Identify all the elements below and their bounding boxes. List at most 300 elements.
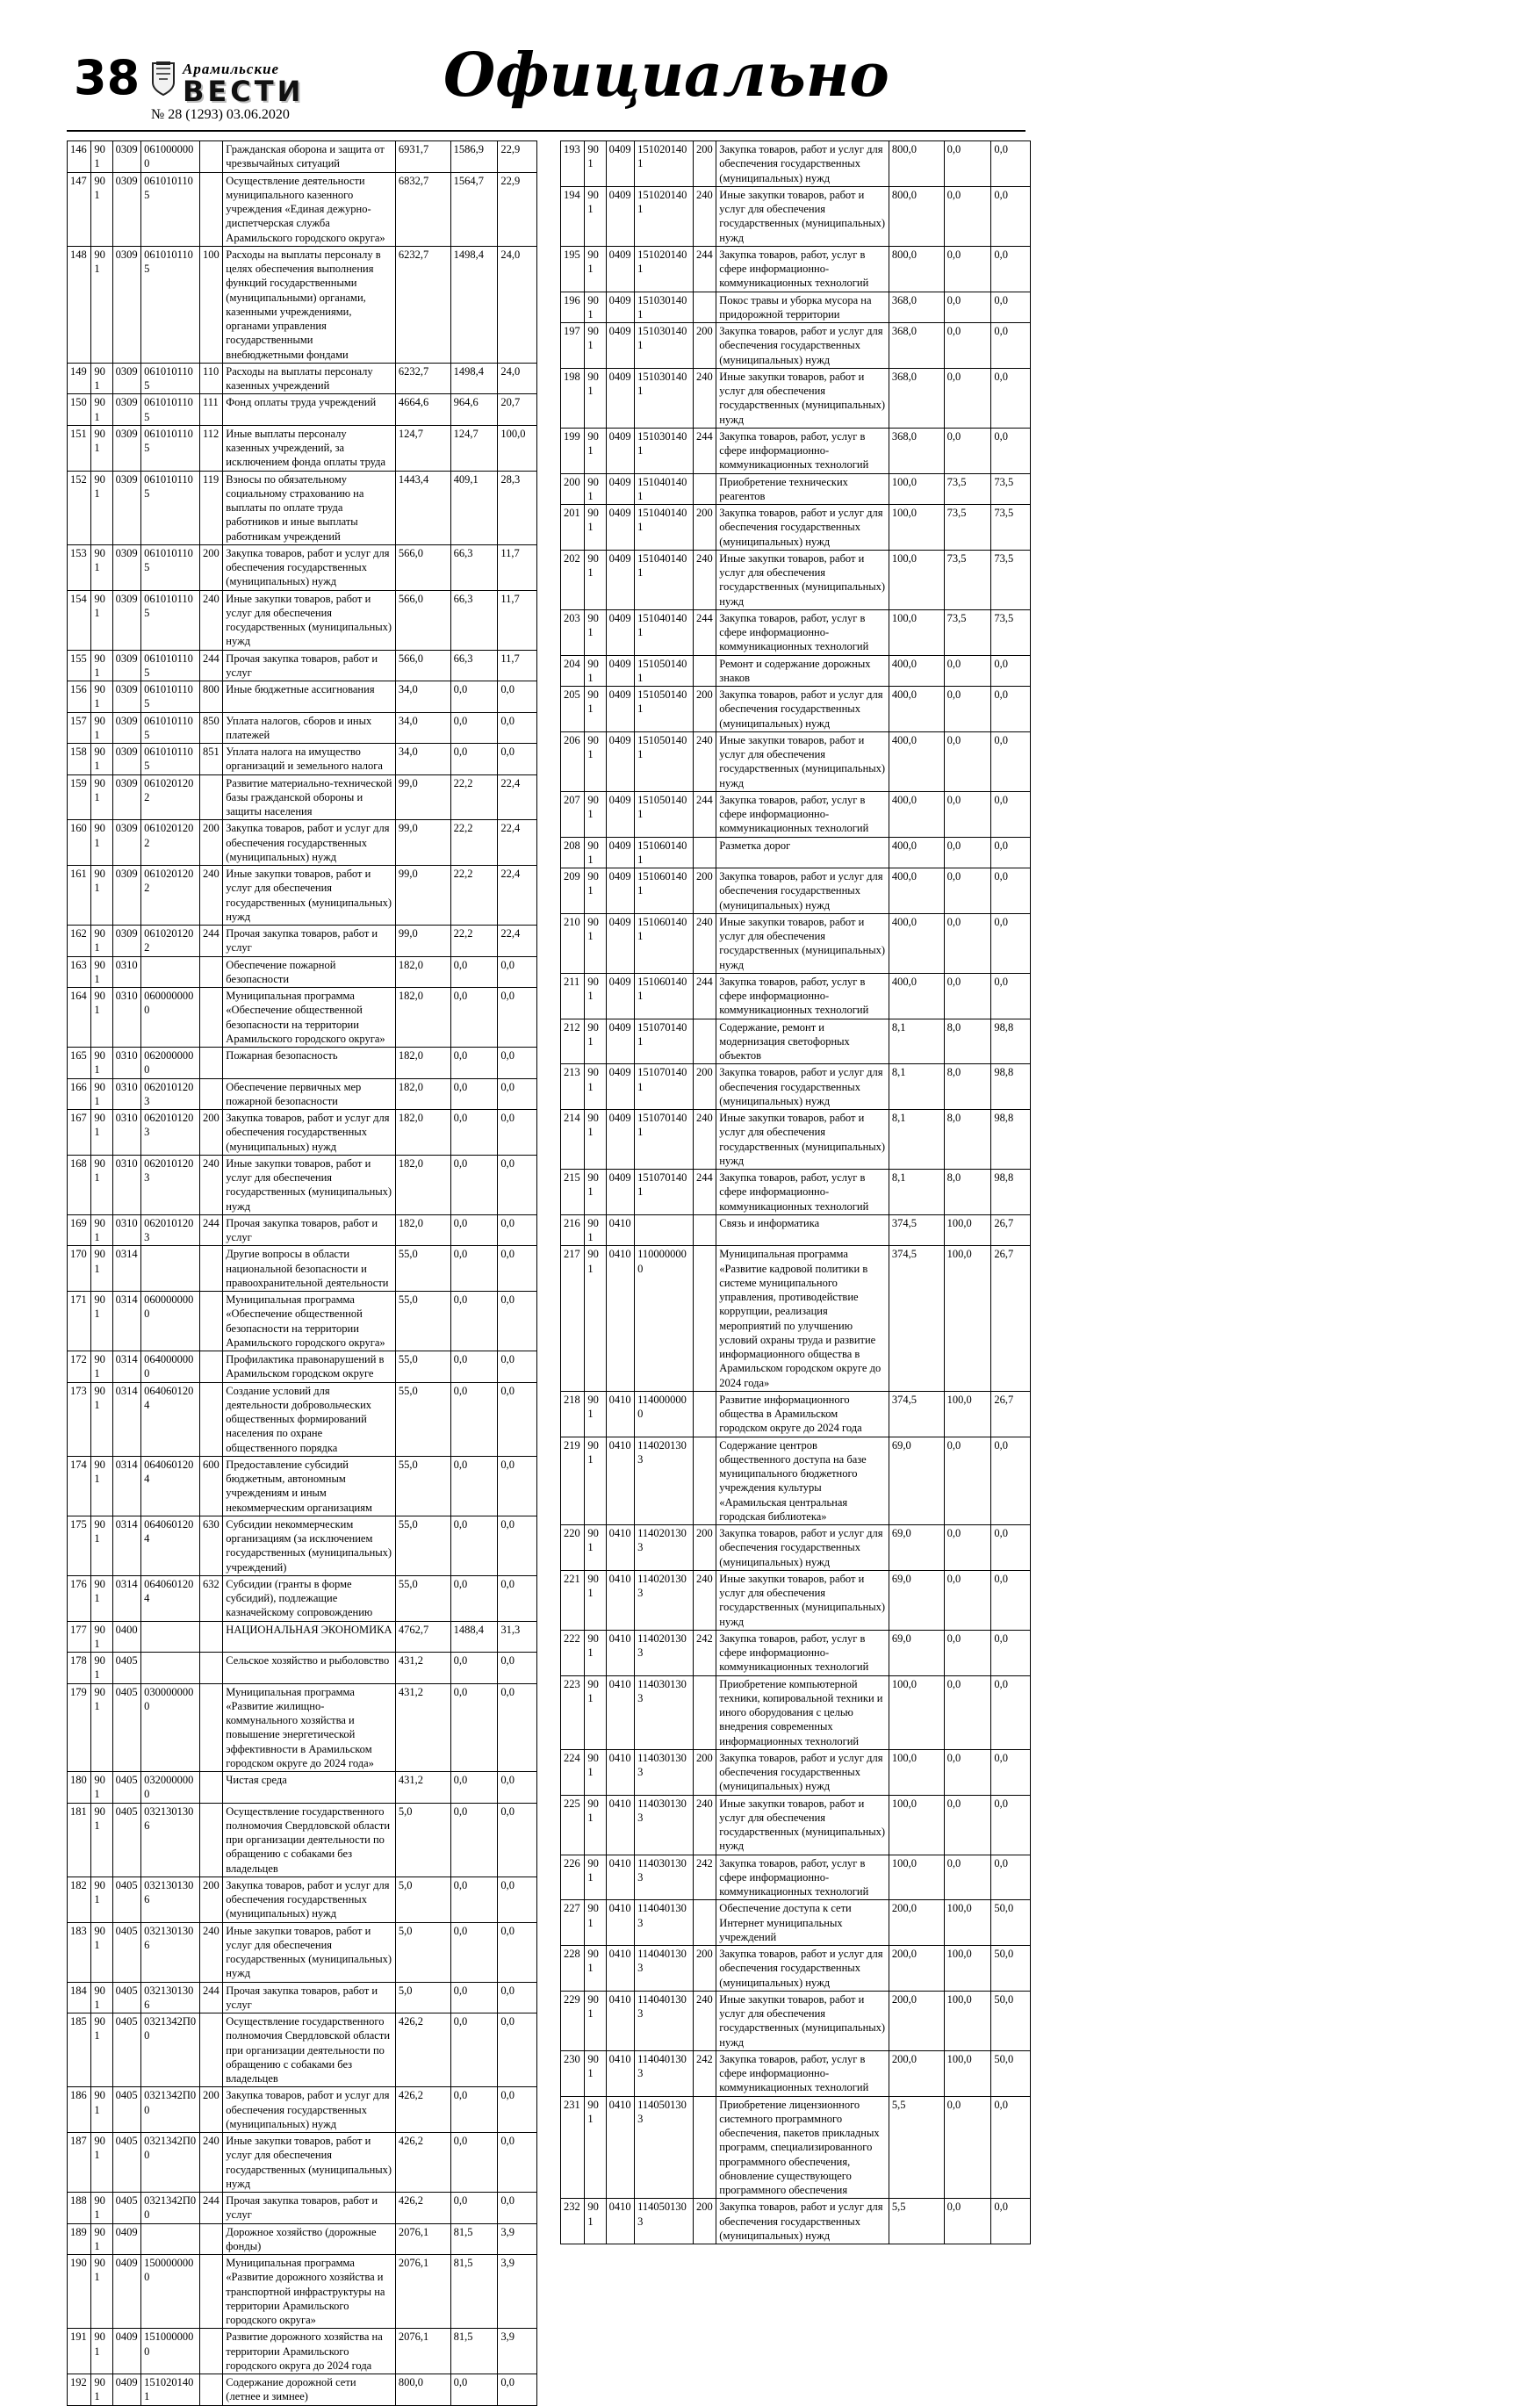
execution-percent: 0,0	[991, 791, 1031, 837]
expense-name: Развитие дорожного хозяйства на территории Арамильского городского округа до 2024 года	[223, 2329, 396, 2374]
expense-type-code	[693, 1900, 716, 1946]
table-row	[68, 141, 537, 173]
grbs-code: 901	[585, 973, 606, 1019]
expense-type-code: 244	[693, 791, 716, 837]
execution-percent: 31,3	[498, 1621, 537, 1653]
row-number: 220	[561, 1525, 585, 1571]
target-article-code: 0600000000	[141, 988, 200, 1048]
section-code: 0409	[606, 868, 634, 914]
execution-percent: 0,0	[498, 1653, 537, 1684]
expense-type-code: 244	[199, 2193, 222, 2224]
grbs-code: 901	[585, 1110, 606, 1170]
approved-amount: 69,0	[889, 1437, 944, 1525]
target-article-code: 0300000000	[141, 1683, 200, 1772]
section-code: 0314	[112, 1575, 140, 1621]
table-row	[68, 744, 537, 775]
approved-amount: 100,0	[889, 550, 944, 609]
approved-amount: 6232,7	[395, 363, 450, 394]
grbs-code: 901	[585, 913, 606, 973]
target-article-code: 1510000000	[141, 2329, 200, 2374]
approved-amount: 55,0	[395, 1516, 450, 1575]
expense-name: Создание условий для деятельности добровольческих общественных формирований населения по охране общественного порядка	[223, 1382, 396, 1456]
approved-amount: 55,0	[395, 1246, 450, 1292]
row-number: 193	[561, 141, 585, 187]
executed-amount: 0,0	[450, 1922, 498, 1982]
expense-name: Осуществление государственного полномочия Свердловской области при организации деятельности по обращению с собаками без владельцев	[223, 1803, 396, 1877]
target-article-code: 1140401303	[635, 2050, 694, 2096]
section-code: 0409	[606, 731, 634, 791]
execution-percent: 0,0	[498, 681, 537, 713]
table-row	[561, 1391, 1031, 1437]
execution-percent: 0,0	[498, 1456, 537, 1516]
grbs-code: 901	[585, 505, 606, 551]
approved-amount: 55,0	[395, 1456, 450, 1516]
expense-type-code: 200	[693, 1946, 716, 1992]
expense-type-code	[199, 141, 222, 173]
grbs-code: 901	[91, 172, 112, 246]
execution-percent: 98,8	[991, 1170, 1031, 1215]
target-article-code: 0610201202	[141, 820, 200, 866]
executed-amount: 0,0	[450, 2374, 498, 2406]
row-number: 208	[561, 837, 585, 868]
target-article-code	[635, 1214, 694, 1246]
table-row	[68, 2193, 537, 2224]
section-code: 0314	[112, 1382, 140, 1456]
executed-amount: 100,0	[944, 1214, 991, 1246]
section-code: 0410	[606, 1900, 634, 1946]
row-number: 180	[68, 1772, 91, 1804]
row-number: 201	[561, 505, 585, 551]
row-number: 194	[561, 186, 585, 246]
grbs-code: 901	[91, 1803, 112, 1877]
expense-type-code: 200	[199, 1877, 222, 1922]
row-number: 171	[68, 1292, 91, 1351]
section-code: 0405	[112, 1653, 140, 1684]
expense-name: Содержание центров общественного доступа на базе муниципального бюджетного учреждения культуры «Арамильская центральная городская библиотека»	[716, 1437, 889, 1525]
row-number: 197	[561, 323, 585, 369]
executed-amount: 0,0	[944, 2096, 991, 2199]
executed-amount: 0,0	[450, 1982, 498, 2013]
table-row	[561, 1991, 1031, 2050]
expense-name: Иные закупки товаров, работ и услуг для обеспечения государственных (муниципальных) нужд	[223, 590, 396, 650]
table-row	[68, 1155, 537, 1214]
page-header	[0, 0, 1540, 133]
approved-amount: 368,0	[889, 428, 944, 473]
executed-amount: 0,0	[450, 1110, 498, 1156]
section-code: 0409	[606, 791, 634, 837]
executed-amount: 100,0	[944, 1246, 991, 1392]
table-row	[68, 2087, 537, 2133]
section-code: 0314	[112, 1516, 140, 1575]
expense-name: Покос травы и уборка мусора на придорожной территории	[716, 292, 889, 323]
expense-name: Закупка товаров, работ и услуг для обеспечения государственных (муниципальных) нужд	[716, 2199, 889, 2244]
row-number: 179	[68, 1683, 91, 1772]
approved-amount: 374,5	[889, 1214, 944, 1246]
execution-percent: 0,0	[498, 2374, 537, 2406]
table-row	[561, 1946, 1031, 1992]
approved-amount: 426,2	[395, 2133, 450, 2193]
table-row	[68, 866, 537, 926]
approved-amount: 200,0	[889, 1991, 944, 2050]
section-code: 0409	[606, 655, 634, 687]
table-row	[68, 363, 537, 394]
approved-amount: 99,0	[395, 926, 450, 957]
expense-type-code: 244	[693, 609, 716, 655]
executed-amount: 81,5	[450, 2223, 498, 2255]
expense-type-code: 240	[693, 368, 716, 428]
row-number: 226	[561, 1855, 585, 1900]
section-code: 0409	[606, 687, 634, 732]
expense-name: НАЦИОНАЛЬНАЯ ЭКОНОМИКА	[223, 1621, 396, 1653]
expense-type-code	[693, 837, 716, 868]
expense-name: Иные закупки товаров, работ и услуг для обеспечения государственных (муниципальных) нужд	[223, 1155, 396, 1214]
grbs-code: 901	[585, 1570, 606, 1630]
approved-amount: 800,0	[889, 141, 944, 187]
execution-percent: 0,0	[498, 1772, 537, 1804]
executed-amount: 0,0	[450, 681, 498, 713]
target-article-code: 1510501401	[635, 655, 694, 687]
target-article-code: 0610101105	[141, 363, 200, 394]
table-row	[68, 1292, 537, 1351]
expense-type-code: 200	[199, 2087, 222, 2133]
expense-type-code	[693, 473, 716, 505]
section-code: 0405	[112, 1803, 140, 1877]
execution-percent: 22,4	[498, 866, 537, 926]
grbs-code: 901	[91, 246, 112, 363]
approved-amount: 55,0	[395, 1292, 450, 1351]
executed-amount: 0,0	[450, 744, 498, 775]
execution-percent: 0,0	[991, 837, 1031, 868]
section-code: 0310	[112, 1048, 140, 1079]
expense-name: Закупка товаров, работ, услуг в сфере информационно-коммуникационных технологий	[716, 246, 889, 292]
section-code: 0405	[112, 1877, 140, 1922]
expense-type-code	[199, 1683, 222, 1772]
expense-type-code: 244	[199, 926, 222, 957]
executed-amount: 8,0	[944, 1064, 991, 1110]
table-row	[68, 956, 537, 988]
expense-type-code: 244	[693, 973, 716, 1019]
row-number: 152	[68, 471, 91, 544]
target-article-code: 1510301401	[635, 292, 694, 323]
approved-amount: 6232,7	[395, 246, 450, 363]
grbs-code: 901	[585, 368, 606, 428]
expense-name: Закупка товаров, работ и услуг для обеспечения государственных (муниципальных) нужд	[716, 1749, 889, 1795]
expense-type-code: 850	[199, 712, 222, 744]
execution-percent: 73,5	[991, 609, 1031, 655]
expense-name: Муниципальная программа «Развитие дорожного хозяйства и транспортной инфраструктуры на территории Арамильского городского округа»	[223, 2255, 396, 2329]
table-row	[561, 791, 1031, 837]
row-number: 166	[68, 1078, 91, 1110]
target-article-code: 0321301306	[141, 1877, 200, 1922]
approved-amount: 400,0	[889, 655, 944, 687]
grbs-code: 901	[91, 2133, 112, 2193]
expense-name: Предоставление субсидий бюджетным, автономным учреждениям и иным некоммерческим организациям	[223, 1456, 396, 1516]
table-row	[68, 681, 537, 713]
expense-name: Закупка товаров, работ и услуг для обеспечения государственных (муниципальных) нужд	[716, 141, 889, 187]
expense-name: Закупка товаров, работ и услуг для обеспечения государственных (муниципальных) нужд	[716, 1946, 889, 1992]
target-article-code: 1140201303	[635, 1570, 694, 1630]
approved-amount: 99,0	[395, 820, 450, 866]
executed-amount: 0,0	[450, 1653, 498, 1684]
executed-amount: 100,0	[944, 1946, 991, 1992]
expense-type-code: 242	[693, 1855, 716, 1900]
table-row	[561, 609, 1031, 655]
table-row	[561, 1064, 1031, 1110]
expense-type-code: 200	[199, 1110, 222, 1156]
expense-name: Уплата налогов, сборов и иных платежей	[223, 712, 396, 744]
expense-name: Муниципальная программа «Обеспечение общественной безопасности на территории Арамильского городского округа»	[223, 988, 396, 1048]
expense-type-code: 200	[693, 1064, 716, 1110]
execution-percent: 20,7	[498, 394, 537, 426]
row-number: 188	[68, 2193, 91, 2224]
grbs-code: 901	[585, 1946, 606, 1992]
row-number: 183	[68, 1922, 91, 1982]
grbs-code: 901	[91, 1772, 112, 1804]
budget-table-left	[67, 140, 537, 2406]
row-number: 156	[68, 681, 91, 713]
row-number: 213	[561, 1064, 585, 1110]
row-number: 163	[68, 956, 91, 988]
grbs-code: 901	[91, 2223, 112, 2255]
row-number: 222	[561, 1630, 585, 1675]
expense-type-code: 240	[199, 2133, 222, 2193]
target-article-code: 1510701401	[635, 1170, 694, 1215]
approved-amount: 566,0	[395, 590, 450, 650]
target-article-code: 1510401401	[635, 505, 694, 551]
row-number: 150	[68, 394, 91, 426]
grbs-code: 901	[585, 791, 606, 837]
table-row	[561, 2199, 1031, 2244]
grbs-code: 901	[91, 1922, 112, 1982]
section-code: 0410	[606, 1525, 634, 1571]
executed-amount: 0,0	[450, 1575, 498, 1621]
expense-name: Прочая закупка товаров, работ и услуг	[223, 2193, 396, 2224]
expense-type-code: 240	[693, 1110, 716, 1170]
row-number: 192	[68, 2374, 91, 2406]
executed-amount: 0,0	[944, 323, 991, 369]
target-article-code: 0321301306	[141, 1803, 200, 1877]
section-code: 0309	[112, 712, 140, 744]
execution-percent: 11,7	[498, 650, 537, 681]
row-number: 153	[68, 544, 91, 590]
execution-percent: 0,0	[991, 292, 1031, 323]
approved-amount: 100,0	[889, 505, 944, 551]
target-article-code: 0610101105	[141, 394, 200, 426]
table-row	[561, 2096, 1031, 2199]
table-row	[561, 973, 1031, 1019]
grbs-code: 901	[585, 246, 606, 292]
row-number: 176	[68, 1575, 91, 1621]
expense-name: Иные закупки товаров, работ и услуг для обеспечения государственных (муниципальных) нужд	[716, 1570, 889, 1630]
section-code: 0410	[606, 1675, 634, 1749]
approved-amount: 182,0	[395, 1155, 450, 1214]
expense-name: Дорожное хозяйство (дорожные фонды)	[223, 2223, 396, 2255]
approved-amount: 400,0	[889, 687, 944, 732]
expense-type-code: 242	[693, 1630, 716, 1675]
expense-name: Иные закупки товаров, работ и услуг для обеспечения государственных (муниципальных) нужд	[716, 913, 889, 973]
executed-amount: 0,0	[450, 1877, 498, 1922]
expense-type-code: 100	[199, 246, 222, 363]
expense-type-code	[693, 2096, 716, 2199]
grbs-code: 901	[585, 837, 606, 868]
section-code: 0310	[112, 1214, 140, 1246]
executed-amount: 0,0	[944, 1630, 991, 1675]
expense-name: Закупка товаров, работ, услуг в сфере информационно-коммуникационных технологий	[716, 791, 889, 837]
execution-percent: 50,0	[991, 1991, 1031, 2050]
target-article-code: 1140301303	[635, 1675, 694, 1749]
expense-type-code: 119	[199, 471, 222, 544]
section-code: 0409	[606, 428, 634, 473]
execution-percent: 3,9	[498, 2329, 537, 2374]
grbs-code: 901	[91, 1456, 112, 1516]
target-article-code: 1510601401	[635, 913, 694, 973]
row-number: 151	[68, 425, 91, 471]
target-article-code: 1140401303	[635, 1900, 694, 1946]
target-article-code: 1510501401	[635, 687, 694, 732]
section-code: 0410	[606, 1855, 634, 1900]
execution-percent: 0,0	[991, 141, 1031, 187]
grbs-code: 901	[91, 1516, 112, 1575]
execution-percent: 0,0	[498, 1292, 537, 1351]
section-code: 0400	[112, 1621, 140, 1653]
section-code: 0310	[112, 988, 140, 1048]
section-code: 0309	[112, 141, 140, 173]
section-code: 0309	[112, 774, 140, 820]
target-article-code: 1510401401	[635, 473, 694, 505]
execution-percent: 22,4	[498, 820, 537, 866]
expense-type-code: 242	[693, 2050, 716, 2096]
row-number: 210	[561, 913, 585, 973]
section-code: 0409	[606, 1110, 634, 1170]
table-row	[68, 2255, 537, 2329]
execution-percent: 0,0	[498, 1110, 537, 1156]
approved-amount: 8,1	[889, 1170, 944, 1215]
table-row	[68, 712, 537, 744]
grbs-code: 901	[91, 2255, 112, 2329]
row-number: 190	[68, 2255, 91, 2329]
row-number: 229	[561, 1991, 585, 2050]
expense-type-code: 244	[693, 428, 716, 473]
grbs-code: 901	[91, 425, 112, 471]
approved-amount: 182,0	[395, 1214, 450, 1246]
execution-percent: 0,0	[991, 655, 1031, 687]
expense-name: Закупка товаров, работ и услуг для обеспечения государственных (муниципальных) нужд	[716, 1064, 889, 1110]
target-article-code: 0321342П00	[141, 2133, 200, 2193]
expense-name: Закупка товаров, работ и услуг для обеспечения государственных (муниципальных) нужд	[223, 1877, 396, 1922]
approved-amount: 182,0	[395, 956, 450, 988]
table-row	[68, 1803, 537, 1877]
row-number: 223	[561, 1675, 585, 1749]
executed-amount: 22,2	[450, 774, 498, 820]
executed-amount: 1498,4	[450, 363, 498, 394]
approved-amount: 99,0	[395, 774, 450, 820]
grbs-code: 901	[91, 363, 112, 394]
execution-percent: 0,0	[498, 1048, 537, 1079]
grbs-code: 901	[91, 2374, 112, 2406]
row-number: 185	[68, 2013, 91, 2087]
expense-name: Закупка товаров, работ и услуг для обеспечения государственных (муниципальных) нужд	[223, 1110, 396, 1156]
section-code: 0309	[112, 471, 140, 544]
section-code: 0410	[606, 1749, 634, 1795]
section-code: 0409	[112, 2255, 140, 2329]
section-code: 0310	[112, 1078, 140, 1110]
row-number: 230	[561, 2050, 585, 2096]
executed-amount: 0,0	[450, 1292, 498, 1351]
approved-amount: 182,0	[395, 1110, 450, 1156]
grbs-code: 901	[585, 186, 606, 246]
expense-type-code: 240	[693, 550, 716, 609]
approved-amount: 8,1	[889, 1110, 944, 1170]
row-number: 196	[561, 292, 585, 323]
table-row	[68, 1877, 537, 1922]
approved-amount: 6931,7	[395, 141, 450, 173]
target-article-code: 1500000000	[141, 2255, 200, 2329]
section-code: 0409	[112, 2374, 140, 2406]
expense-name: Закупка товаров, работ и услуг для обеспечения государственных (муниципальных) нужд	[223, 544, 396, 590]
expense-type-code: 111	[199, 394, 222, 426]
row-number: 228	[561, 1946, 585, 1992]
masthead-text	[183, 61, 305, 108]
grbs-code: 901	[91, 2329, 112, 2374]
approved-amount: 5,5	[889, 2096, 944, 2199]
row-number: 199	[561, 428, 585, 473]
expense-name: Иные бюджетные ассигнования	[223, 681, 396, 713]
row-number: 218	[561, 1391, 585, 1437]
target-article-code: 0610201202	[141, 926, 200, 957]
grbs-code: 901	[91, 1653, 112, 1684]
section-code: 0410	[606, 1946, 634, 1992]
grbs-code: 901	[91, 1110, 112, 1156]
approved-amount: 182,0	[395, 1078, 450, 1110]
grbs-code: 901	[585, 2096, 606, 2199]
section-code: 0410	[606, 1391, 634, 1437]
grbs-code: 901	[585, 428, 606, 473]
expense-name: Закупка товаров, работ, услуг в сфере информационно-коммуникационных технологий	[716, 1170, 889, 1215]
expense-type-code	[693, 1437, 716, 1525]
row-number: 155	[68, 650, 91, 681]
approved-amount: 368,0	[889, 292, 944, 323]
approved-amount: 55,0	[395, 1575, 450, 1621]
budget-table-right-body	[561, 141, 1031, 2244]
target-article-code: 1100000000	[635, 1246, 694, 1392]
section-code: 0309	[112, 425, 140, 471]
row-number: 158	[68, 744, 91, 775]
grbs-code: 901	[91, 744, 112, 775]
expense-name: Иные закупки товаров, работ и услуг для обеспечения государственных (муниципальных) нужд	[716, 186, 889, 246]
executed-amount: 0,0	[450, 2013, 498, 2087]
approved-amount: 5,5	[889, 2199, 944, 2244]
expense-name: Осуществление деятельности муниципального казенного учреждения «Единая дежурно-диспетчерская служба Арамильского городского округа»	[223, 172, 396, 246]
approved-amount: 426,2	[395, 2013, 450, 2087]
target-article-code: 1140201303	[635, 1437, 694, 1525]
approved-amount: 431,2	[395, 1653, 450, 1684]
row-number: 206	[561, 731, 585, 791]
section-code: 0410	[606, 1437, 634, 1525]
row-number: 159	[68, 774, 91, 820]
grbs-code: 901	[91, 1155, 112, 1214]
section-code: 0309	[112, 172, 140, 246]
row-number: 149	[68, 363, 91, 394]
table-row	[68, 1772, 537, 1804]
target-article-code: 1510701401	[635, 1110, 694, 1170]
approved-amount: 400,0	[889, 868, 944, 914]
execution-percent: 3,9	[498, 2223, 537, 2255]
executed-amount: 0,0	[944, 1795, 991, 1855]
expense-name: Закупка товаров, работ, услуг в сфере информационно-коммуникационных технологий	[716, 1630, 889, 1675]
table-row	[561, 1795, 1031, 1855]
grbs-code: 901	[585, 1064, 606, 1110]
target-article-code: 1510601401	[635, 973, 694, 1019]
